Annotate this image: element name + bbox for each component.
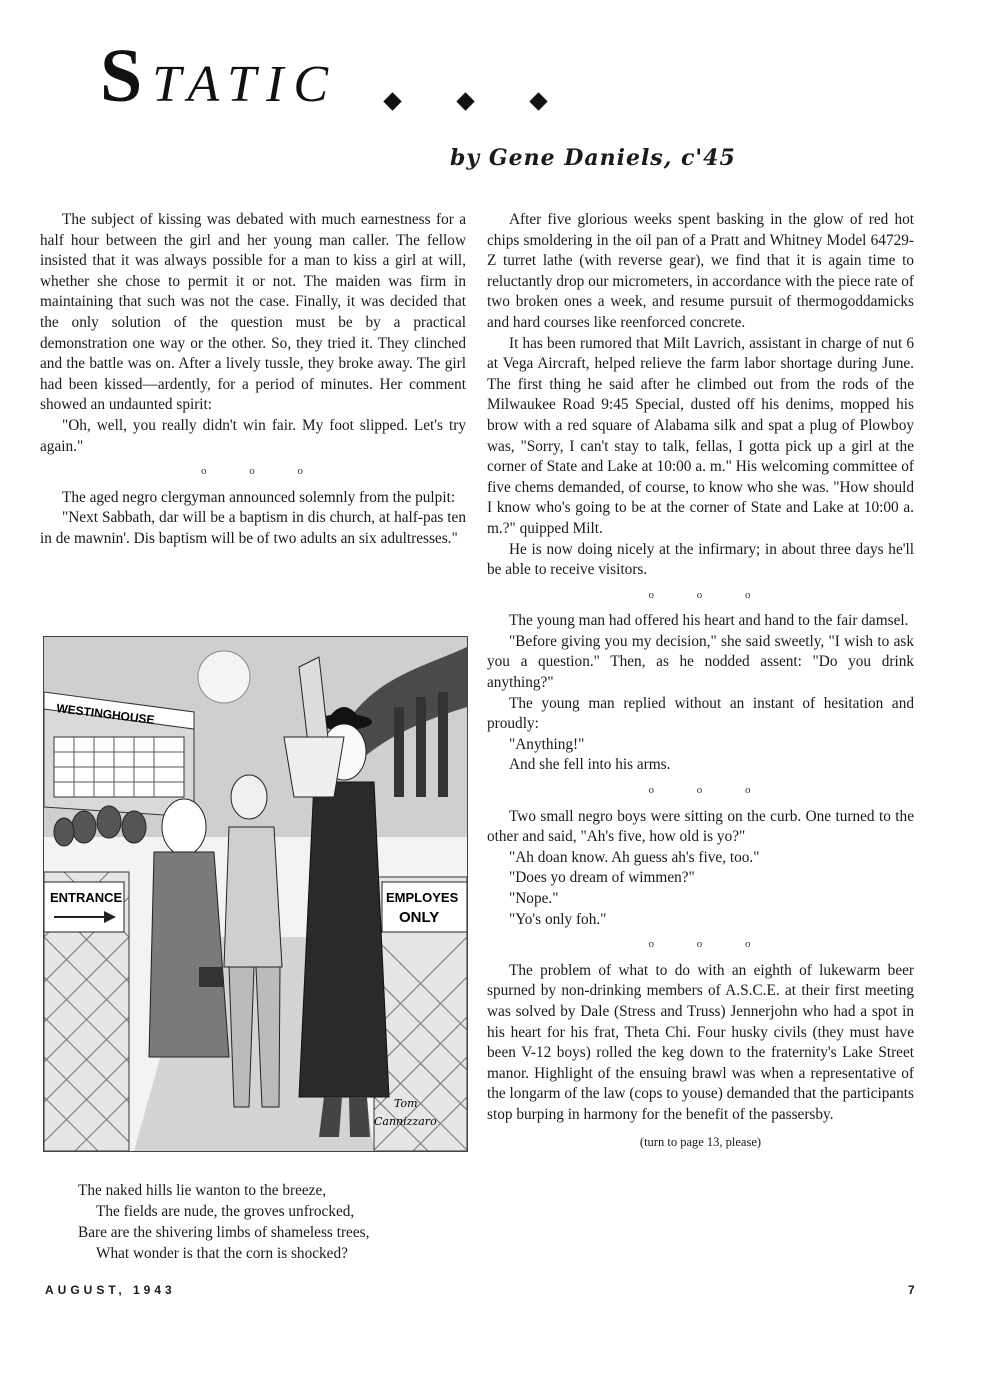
paragraph: The young man replied without an instant of hesitation and proudly:: [487, 694, 914, 733]
paragraph: "Oh, well, you really didn't win fair. My foot slipped. Let's try again.": [40, 416, 466, 455]
separator: o o o: [201, 465, 323, 478]
entrance-sign: ENTRANCE: [50, 890, 123, 905]
separator: o o o: [648, 588, 771, 601]
poem-line: Bare are the shivering limbs of shameless trees,: [78, 1224, 370, 1241]
paragraph: "Does yo dream of wimmen?": [509, 869, 695, 887]
poem-line: The naked hills lie wanton to the breeze,: [78, 1182, 327, 1199]
title-text: STATIC: [100, 34, 339, 118]
paragraph: It has been rumored that Milt Lavrich, assistant in charge of nut 6 at Vega Aircraft, helped relieve the farm labor shortage during June. The first thing he said after he climbed out from the rods of the Milwaukee Road 9:45 Special, dusted off his denims, mopped his brow with a red square of Alabama silk and spat a plug of Plowboy was, "Sorry, I can't stay to talk, fellas, I gotta pick up a girl at the corner of State and Lake at 10:00 a. m." His welcoming committee of five chems demanded, of course, to know who she was. "How should I know who's going to be at the corner of State and Lake at 10:00 a. m.?" quipped Milt.: [487, 334, 914, 537]
paragraph: And she fell into his arms.: [509, 756, 671, 774]
cartoon-drawing: [44, 637, 467, 1151]
paragraph: The problem of what to do with an eighth of lukewarm beer spurned by non-drinking members of A.S.C.E. at their first meeting was solved by Dale (Stress and Truss) Jennerjohn who had a spot in his heart for his frat, Theta Chi. Four husky civils (they must have been V-12 boys) rolled the keg down to the fraternity's Lake Street manor. Highlight of the ensuing brawl was when a representative of the longarm of the law (cops to youse) demanded that the participants stop burping in harmony for the benefit of the passersby.: [487, 961, 914, 1123]
paragraph: "Next Sabbath, dar will be a baptism in dis church, at half-pas ten in de mawnin'. Dis baptism will be of two adults an six adultresses.": [40, 509, 466, 547]
cartoon-illustration: [43, 636, 468, 1152]
paragraph: "Yo's only foh.": [509, 910, 607, 928]
paragraph: "Anything!": [509, 735, 585, 753]
paragraph: "Before giving you my decision," she said sweetly, "I wish to ask you a question." Then, as he nodded assent: "Do you drink anything?": [487, 632, 914, 692]
paragraph: The young man had offered his heart and hand to the fair damsel.: [509, 612, 909, 630]
title-ornaments: [386, 95, 545, 108]
right-column: [487, 210, 914, 1152]
paragraph: The aged negro clergyman announced solemnly from the pulpit:: [62, 488, 456, 506]
poem: [78, 1180, 478, 1264]
diamond-ornament: [383, 92, 401, 110]
paragraph: After five glorious weeks spent basking in the glow of red hot chips smoldering in the oil pan of a Pratt and Whitney Model 64729-Z turret lathe (with reverse gear), we find that it is again time to reluctantly drop our micrometers, in accordance with the piece rate of two broken ones a week, and resume pursuit of thermogoddamicks and hard courses like reenforced concrete.: [487, 211, 914, 331]
paragraph: The subject of kissing was debated with much earnestness for a half hour between the girl and her young man caller. The fellow insisted that it was always possible for a man to kiss a girl at will, whether she chose to permit it or not. The maiden was firm in maintaining that such was not the case. Finally, it was decided that the only solution of the question must be by a practical demonstration one way or the other. So, they tried it. They clinched and the battle was on. After a lively tussle, they broke away. The girl had been kissed—ardently, for a period of minutes. Her comment showed an undaunted spirit:: [40, 211, 466, 414]
poem-line: The fields are nude, the groves unfrocked,: [96, 1203, 355, 1220]
column-title: [100, 34, 545, 120]
diamond-ornament: [456, 92, 474, 110]
paragraph: He is now doing nicely at the infirmary; in about three days he'll be able to receive visitors.: [487, 540, 914, 579]
continuation-note: (turn to page 13, please): [639, 1134, 762, 1149]
left-column: [40, 210, 466, 550]
employes-sign-only: ONLY: [399, 909, 440, 926]
artist-signature: Tom: [394, 1097, 418, 1110]
westinghouse-sign: WESTINGHOUSE: [55, 701, 156, 728]
separator: o o o: [648, 784, 771, 797]
diamond-ornament: [529, 92, 547, 110]
poem-line: What wonder is that the corn is shocked?: [96, 1245, 348, 1262]
page-number: 7: [908, 1283, 915, 1297]
paragraph: Two small negro boys were sitting on the curb. One turned to the other and said, "Ah's five, how old is yo?": [487, 807, 914, 846]
paragraph: "Ah doan know. Ah guess ah's five, too.": [509, 848, 760, 866]
paragraph: "Nope.": [509, 890, 559, 907]
issue-date: AUGUST, 1943: [45, 1283, 176, 1297]
artist-signature-surname: Cannizzaro: [374, 1115, 437, 1128]
employes-sign: EMPLOYES: [386, 890, 459, 905]
separator: o o o: [648, 938, 771, 951]
byline: by Gene Daniels, c'45: [450, 145, 736, 171]
